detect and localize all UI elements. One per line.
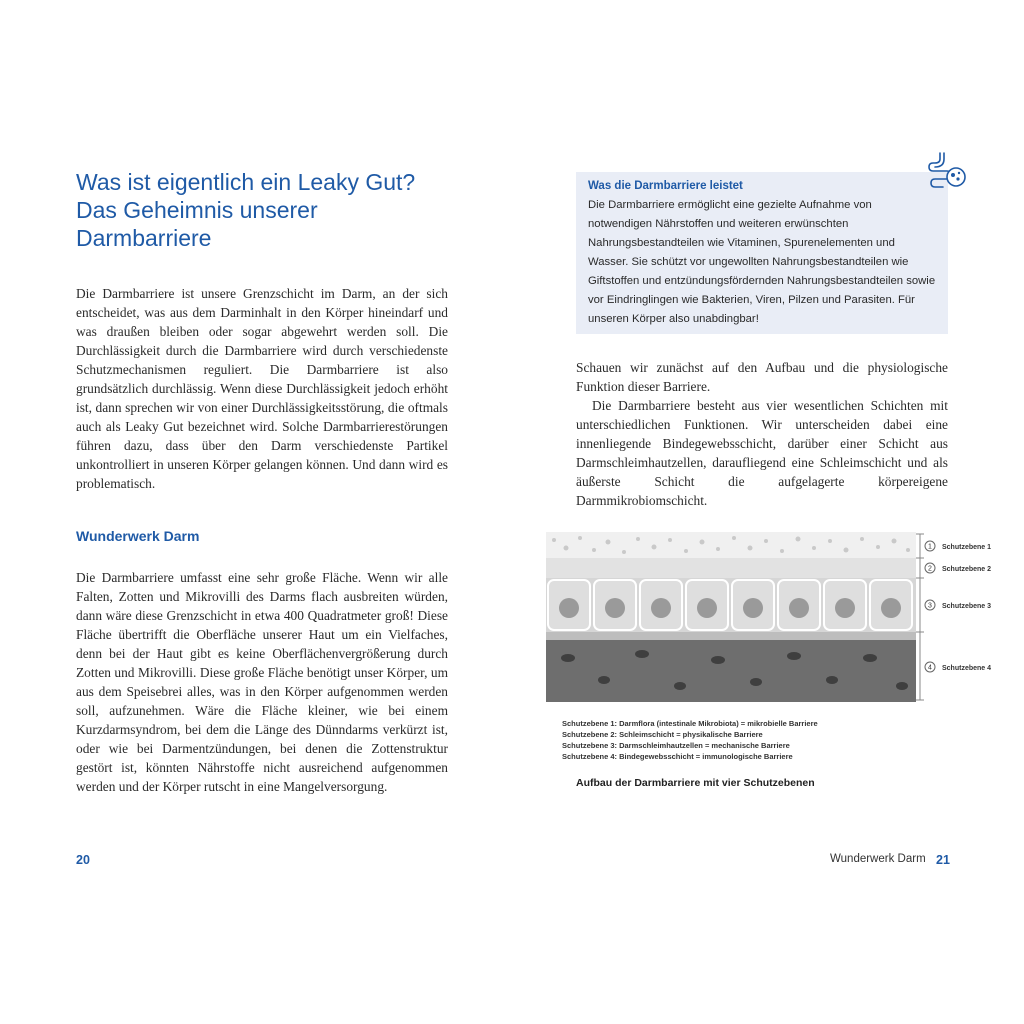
legend-line: Schutzebene 4: Bindegewebsschicht = immunologische Barriere [562,752,793,761]
section-paragraph: Die Darmbarriere umfasst eine sehr große Fläche. Wenn wir alle Falten, Zotten und Mikrovilli des Darms flach ausbreiten würden, dann wäre diese Grenzschicht in etwa 400 Quadratmeter groß! Diese Fläche übertrifft die Oberfläche unserer Haut um ein Vielfaches, denn bei der Haut gibt es keine Oberflächenvergrößerung durch Zotten und Mikrovilli. Diese große Fläche benötigt unser Körper, um aus dem Speisebrei alles, was in den Körper aufgenommen werden soll, aufzunehmen. Wäre die Fläche kleiner, wie bei einem Kurzdarmsyndrom, bei dem die Länge des Dünndarms verkürzt ist, oder wie bei Darmentzündungen, bei denen die Zottenstruktur gestört ist, könnten Nährstoffe nicht ausreichend aufgenommen werden und der Körper rutscht in eine Mangelversorgung. [76,570,448,794]
page-number-right: 21 [936,853,950,867]
title-line: Darmbarriere [76,225,212,251]
paragraph: Die Darmbarriere besteht aus vier wesentlichen Schichten mit unterschiedlichen Funktionen. Wir unterscheiden dabei eine innenliegende Bindegewebsschicht, darüber einer Schicht aus Darmschleimhautzellen, daraufliegend eine Schleimschicht und als äußerste Schicht die aufgelagerte körpereigene Darmmikrobiomschicht. [576,398,948,508]
legend-line: Schutzebene 1: Darmflora (intestinale Mikrobiota) = mikrobielle Barriere [562,719,818,728]
level-number: 1 [928,543,932,551]
page-title [76,168,476,252]
running-head: Wunderwerk Darm [830,853,926,865]
intestine-icon [926,150,970,194]
info-box-text: Die Darmbarriere ermöglicht eine gezielte Aufnahme von notwendigen Nährstoffen und weiteren erwünschten Nahrungsbestandteilen wie Vitaminen, Spurenelementen und Wasser. Sie schützt vor ungewollten Nahrungsbestandteilen wie Giftstoffen und entzündungsfördernden Nahrungsbestandteilen sowie vor Eindringlingen wie Bakterien, Viren, Pilzen und Parasiten. Für unseren Körper also unabdingbar! [588,199,936,325]
legend-line: Schutzebene 2: Schleimschicht = physikalische Barriere [562,730,763,739]
intro-paragraph: Die Darmbarriere ist unsere Grenzschicht im Darm, an der sich entscheidet, was aus dem Darminhalt in den Körper hineindarf und was draußen bleiben oder sogar abgewehrt werden soll. Die Durchlässigkeit durch die Darmbarriere wird durch verschiedenste Schutzmechanismen reguliert. Die Darmbarriere ist also grundsätzlich durchlässig. Wenn diese Durchlässigkeit jedoch erhöht ist, dann sprechen wir von einer Durchlässigkeitsstörung, die oftmals auch als Leaky Gut bezeichnet wird. Solche Darmbarrierestörungen führen dazu, dass über den Darm verschiedenste Partikel unkontrolliert in unseren Körper gelangen können. Und dann wird es problematisch. [76,286,448,491]
right-page [512,0,1024,1024]
level-label: Schutzebene 2 [942,566,992,573]
level-label: Schutzebene 4 [942,665,992,672]
paragraph: Schauen wir zunächst auf den Aufbau und die physiologische Funktion dieser Barriere. [576,360,948,394]
level-number: 2 [928,565,932,573]
title-line: Was ist eigentlich ein Leaky Gut? [76,169,416,195]
level-markers [925,541,991,672]
mucus-layer [546,558,916,578]
figure-caption: Aufbau der Darmbarriere mit vier Schutzebenen [576,777,815,789]
section-heading: Wunderwerk Darm [76,528,200,544]
info-box [576,172,948,334]
level-label: Schutzebene 1 [942,544,992,551]
level-number: 3 [928,602,932,610]
info-box-title: Was die Darmbarriere leistet [588,180,743,192]
microbiota-layer [546,532,916,558]
right-text-block [576,358,948,510]
level-number: 4 [928,664,932,672]
diagram-legend [562,718,818,762]
level-label: Schutzebene 3 [942,603,992,610]
title-line: Das Geheimnis unserer [76,197,318,223]
legend-line: Schutzebene 3: Darmschleimhautzellen = mechanische Barriere [562,741,790,750]
barrier-diagram [546,530,992,710]
page-number-left: 20 [76,853,90,867]
connective-tissue-layer [546,640,916,702]
